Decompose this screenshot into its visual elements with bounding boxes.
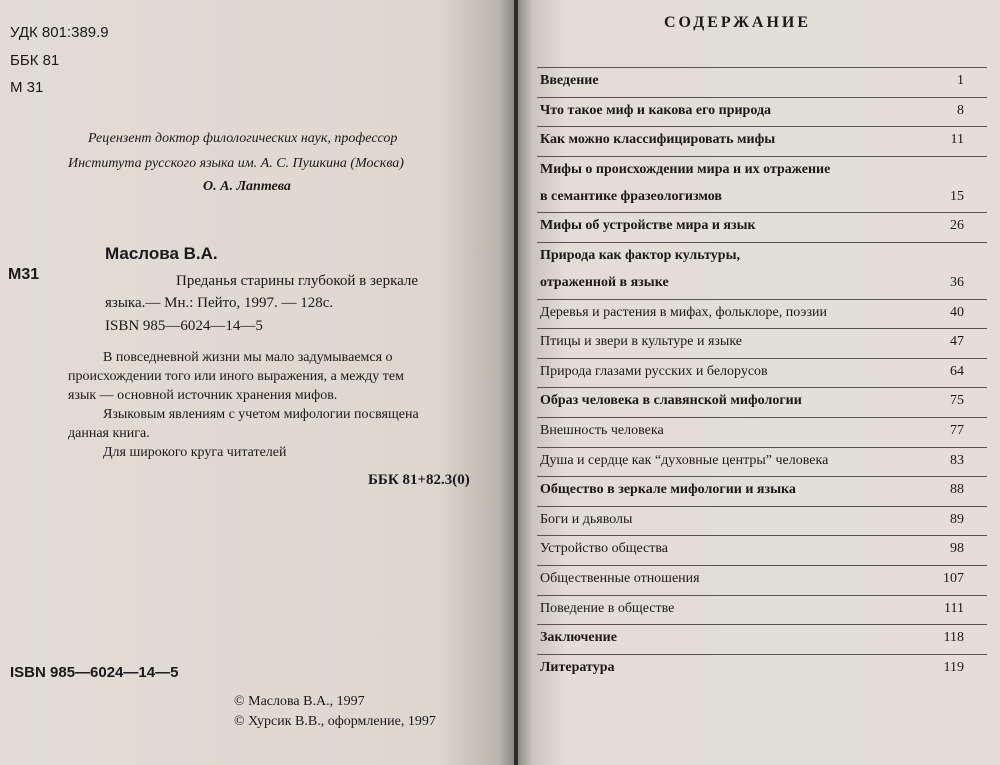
toc-rule — [537, 212, 987, 213]
toc-rule — [537, 535, 987, 536]
toc-title: Поведение в обществе — [540, 600, 675, 616]
toc-title: Заключение — [540, 630, 617, 646]
toc-rule — [537, 654, 987, 655]
toc-title: Литература — [540, 659, 615, 675]
toc-page-number: 119 — [943, 659, 964, 675]
toc-title: Деревья и растения в мифах, фольклоре, поэзии — [540, 304, 827, 320]
author-name: Маслова В.А. — [105, 244, 218, 263]
toc-title: Устройство общества — [540, 541, 669, 557]
toc-rule — [537, 67, 987, 68]
toc-rule — [537, 328, 987, 329]
margin-code: М31 — [8, 266, 40, 283]
annotation-line-6: Для широкого круга читателей — [103, 445, 287, 460]
toc-page-number: 83 — [950, 452, 964, 468]
toc-title: Природа как фактор культуры, — [540, 248, 741, 263]
isbn-bottom: ISBN 985—6024—14—5 — [10, 664, 179, 681]
bbk-code: ББК 81 — [10, 52, 60, 69]
toc-page-number: 36 — [950, 275, 964, 290]
udk-code: УДК 801:389.9 — [10, 24, 109, 41]
toc-rule — [537, 387, 987, 388]
reviewer-name: О. А. Лаптева — [203, 179, 291, 194]
toc-title: Мифы о происхождении мира и их отражение — [540, 161, 831, 177]
toc-title: Образ человека в славянской мифологии — [540, 393, 802, 409]
toc-title: Внешность человека — [540, 423, 664, 438]
toc-title: Общественные отношения — [540, 571, 700, 586]
reviewer-line-1: Рецензент доктор филологических наук, профессор — [88, 131, 398, 146]
isbn: ISBN 985—6024—14—5 — [105, 318, 263, 334]
toc-page-number: 98 — [950, 541, 964, 557]
toc-page-number: 88 — [950, 482, 964, 498]
toc-page-number: 40 — [950, 304, 964, 320]
toc-title: Как можно классифицировать мифы — [540, 132, 776, 148]
toc-title: Общество в зеркале мифологии и языка — [540, 482, 796, 498]
toc-rule — [537, 97, 987, 98]
copyright-design: © Хурсик В.В., оформление, 1997 — [234, 714, 436, 729]
toc-rule — [537, 447, 987, 448]
toc-page-number: 15 — [950, 188, 964, 204]
toc-page-number: 107 — [943, 571, 964, 586]
toc-page-number: 26 — [950, 218, 964, 234]
toc-title: Введение — [540, 73, 599, 88]
right-page — [518, 0, 1000, 765]
reviewer-line-2: Института русского языка им. А. С. Пушкина (Москва) — [68, 156, 404, 171]
toc-page-number: 75 — [950, 393, 964, 409]
bbk-full: ББК 81+82.3(0) — [368, 472, 470, 488]
toc-rule — [537, 565, 987, 566]
toc-page-number: 89 — [950, 511, 964, 527]
toc-heading: СОДЕРЖАНИЕ — [664, 14, 812, 31]
toc-rule — [537, 242, 987, 243]
annotation-line-2: происхождении того или иного выражения, а между тем — [68, 369, 404, 384]
toc-title: Природа глазами русских и белорусов — [540, 363, 768, 379]
toc-rule — [537, 358, 987, 359]
toc-title-continued: отраженной в языке — [540, 275, 669, 290]
biblio-line-1: Преданья старины глубокой в зеркале — [176, 273, 419, 289]
toc-title: Душа и сердце как “духовные центры” человека — [540, 452, 829, 468]
toc-page-number: 118 — [943, 630, 964, 646]
toc-page-number: 111 — [944, 600, 964, 616]
biblio-line-2: языка.— Мн.: Пейто, 1997. — 128с. — [105, 295, 334, 311]
toc-page-number: 8 — [957, 102, 964, 118]
toc-rule — [537, 156, 987, 157]
annotation-line-5: данная книга. — [68, 426, 150, 441]
annotation-line-1: В повседневной жизни мы мало задумываемся о — [103, 350, 393, 365]
toc-rule — [537, 299, 987, 300]
annotation-line-3: язык — основной источник хранения мифов. — [68, 388, 338, 403]
toc-title: Что такое миф и какова его природа — [540, 102, 772, 118]
toc-title: Мифы об устройстве мира и язык — [540, 218, 756, 234]
author-mark: М 31 — [10, 79, 44, 96]
toc-rule — [537, 417, 987, 418]
toc-rule — [537, 624, 987, 625]
toc-title: Боги и дьяволы — [540, 511, 633, 527]
toc-page-number: 1 — [957, 73, 964, 88]
toc-title: Птицы и звери в культуре и языке — [540, 334, 742, 350]
toc-rule — [537, 126, 987, 127]
toc-title-continued: в семантике фразеологизмов — [540, 188, 722, 204]
copyright-author: © Маслова В.А., 1997 — [234, 694, 365, 709]
toc-rule — [537, 595, 987, 596]
toc-page-number: 77 — [950, 423, 964, 438]
toc-rule — [537, 476, 987, 477]
annotation-line-4: Языковым явлениям с учетом мифологии посвящена — [103, 407, 419, 422]
toc-page-number: 64 — [950, 363, 964, 379]
toc-rule — [537, 506, 987, 507]
toc-page-number: 47 — [950, 334, 964, 350]
toc-page-number: 11 — [950, 132, 964, 148]
